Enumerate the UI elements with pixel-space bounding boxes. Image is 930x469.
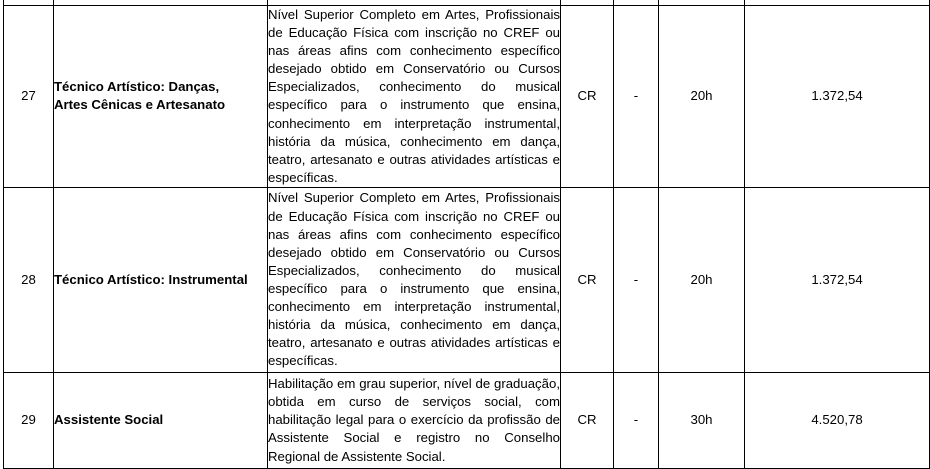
salary-value: 1.372,54 [745,187,930,372]
vacancy-type: CR [561,372,614,468]
position-requirements: Habilitação em grau superior, nível de graduação, obtida em curso de serviços social, com habilitação legal para o exercício da profissão de Assistente Social e registro no Conselho Regional de Assistente Social. [268,372,561,468]
position-requirements: Nível Superior Completo em Artes, Profissionais de Educação Física com inscrição no CREF ou nas áreas afins com conhecimento específico desejado obtido em Conservatório ou Cursos Especializados, conhecimento do musical específico para o instrumento que ensina, conhecimento em interpretação instrumental, história da música, conhecimento em dança, teatro, artesanato e outras atividades artísticas e específicas. [268,187,561,372]
pcd-vacancies: - [614,372,659,468]
position-requirements: Nível Superior Completo em Artes, Profissionais de Educação Física com inscrição no CREF ou nas áreas afins com conhecimento específico desejado obtido em Conservatório ou Cursos Especializados, conhecimento do musical específico para o instrumento que ensina, conhecimento em interpretação instrumental, história da música, conhecimento em dança, teatro, artesanato e outras atividades artísticas e específicas. [268,6,561,188]
positions-table [3,0,930,469]
row-number: 28 [4,187,54,372]
pcd-vacancies: - [614,187,659,372]
position-title: Técnico Artístico: Instrumental [54,187,268,372]
table-row [4,6,930,188]
table-row [4,187,930,372]
workload-hours: 30h [659,372,745,468]
salary-value: 1.372,54 [745,6,930,188]
workload-hours: 20h [659,187,745,372]
table-row [4,372,930,468]
pcd-vacancies: - [614,6,659,188]
position-title: Técnico Artístico: Danças, Artes Cênicas e Artesanato [54,6,268,188]
vacancy-type: CR [561,6,614,188]
row-number: 29 [4,372,54,468]
workload-hours: 20h [659,6,745,188]
vacancy-type: CR [561,187,614,372]
salary-value: 4.520,78 [745,372,930,468]
row-number: 27 [4,6,54,188]
position-title: Assistente Social [54,372,268,468]
